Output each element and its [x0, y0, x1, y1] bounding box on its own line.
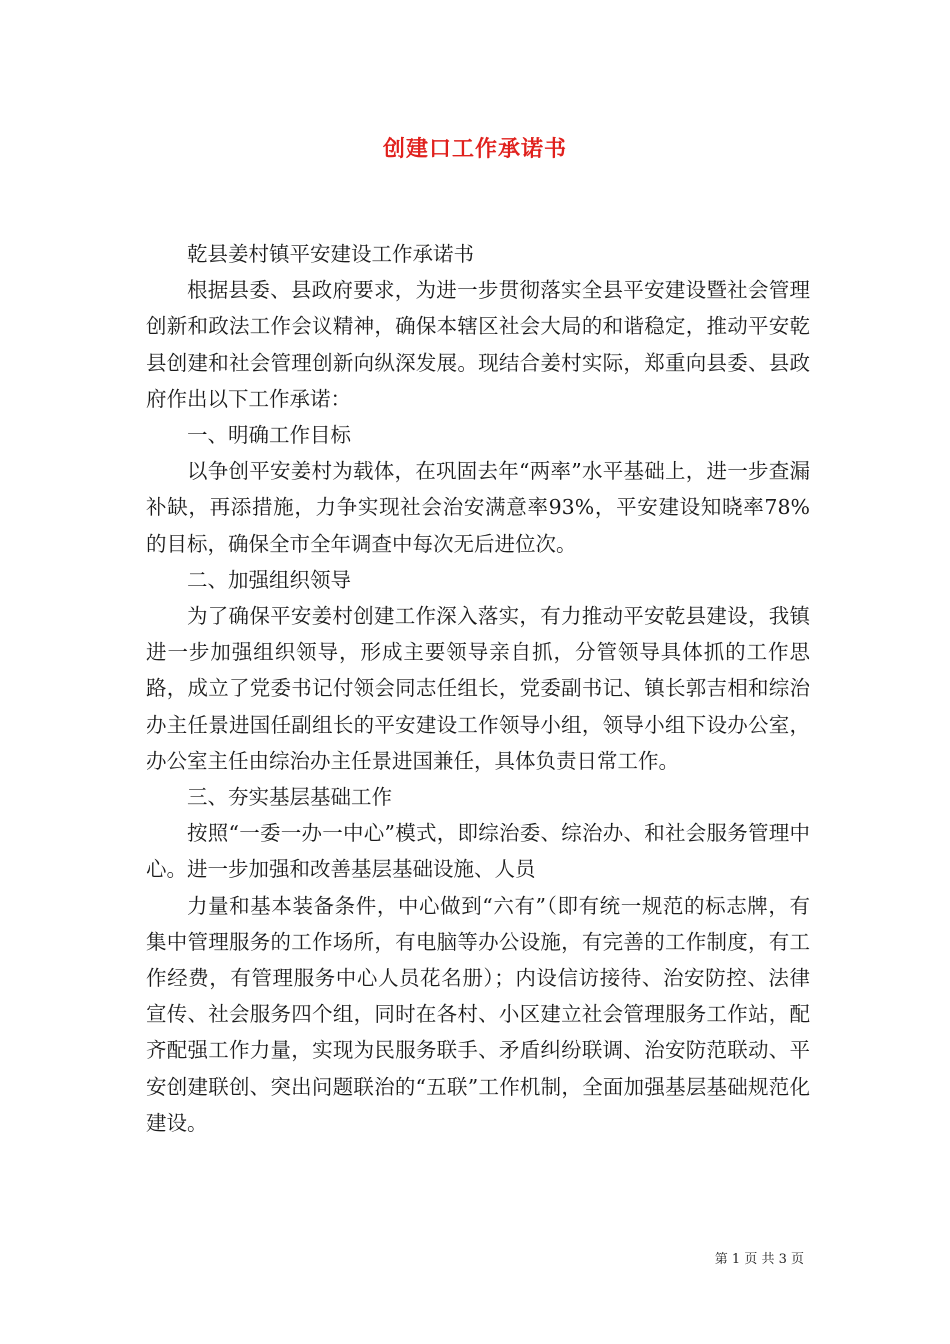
page-number: 第 1 页 共 3 页	[714, 1252, 804, 1267]
paragraph-leadership: 为了确保平安姜村创建工作深入落实，有力推动平安乾县建设，我镇进一步加强组织领导，形成主要领导亲自抓，分管领导具体抓的工作思路，成立了党委书记付领会同志任组长，党委副书记、镇长郭吉相和综治办主任景进国任副组长的平安建设工作领导小组，领导小组下设办公室，办公室主任由综治办主任景进国兼任，具体负责日常工作。	[146, 604, 810, 773]
paragraph-goals: 以争创平安姜村为载体，在巩固去年“两率”水平基础上，进一步查漏补缺，再添措施，力争实现社会治安满意率93%，平安建设知晓率78%的目标，确保全市全年调查中每次无后进位次。	[146, 459, 810, 556]
paragraph-intro: 根据县委、县政府要求，为进一步贯彻落实全县平安建设暨社会管理创新和政法工作会议精神，确保本辖区社会大局的和谐稳定，推动平安乾县创建和社会管理创新向纵深发展。现结合姜村实际，郑重向县委、县政府作出以下工作承诺：	[146, 278, 810, 411]
document-body	[146, 236, 810, 1141]
heading-commitment-title: 乾县姜村镇平安建设工作承诺书	[187, 242, 474, 266]
section-heading-2: 二、加强组织领导	[187, 567, 351, 592]
section-heading-3: 三、夯实基层基础工作	[187, 785, 392, 810]
paragraph-grassroots: 按照“一委一办一中心”模式，即综治委、综治办、和社会服务管理中心。进一步加强和改善基层基础设施、人员	[146, 821, 810, 882]
section-heading-1: 一、明确工作目标	[187, 423, 351, 448]
page-title: 创建口工作承诺书	[382, 136, 567, 162]
paragraph-grassroots-continued: 力量和基本装备条件，中心做到“六有”（即有统一规范的标志牌，有集中管理服务的工作场所，有电脑等办公设施，有完善的工作制度，有工作经费，有管理服务中心人员花名册）；内设信访接待、治安防控、法律宣传、社会服务四个组，同时在各村、小区建立社会管理服务工作站，配齐配强工作力量，实现为民服务联手、矛盾纠纷联调、治安防范联动、平安创建联创、突出问题联治的“五联”工作机制，全面加强基层基础规范化建设。	[146, 893, 810, 1135]
